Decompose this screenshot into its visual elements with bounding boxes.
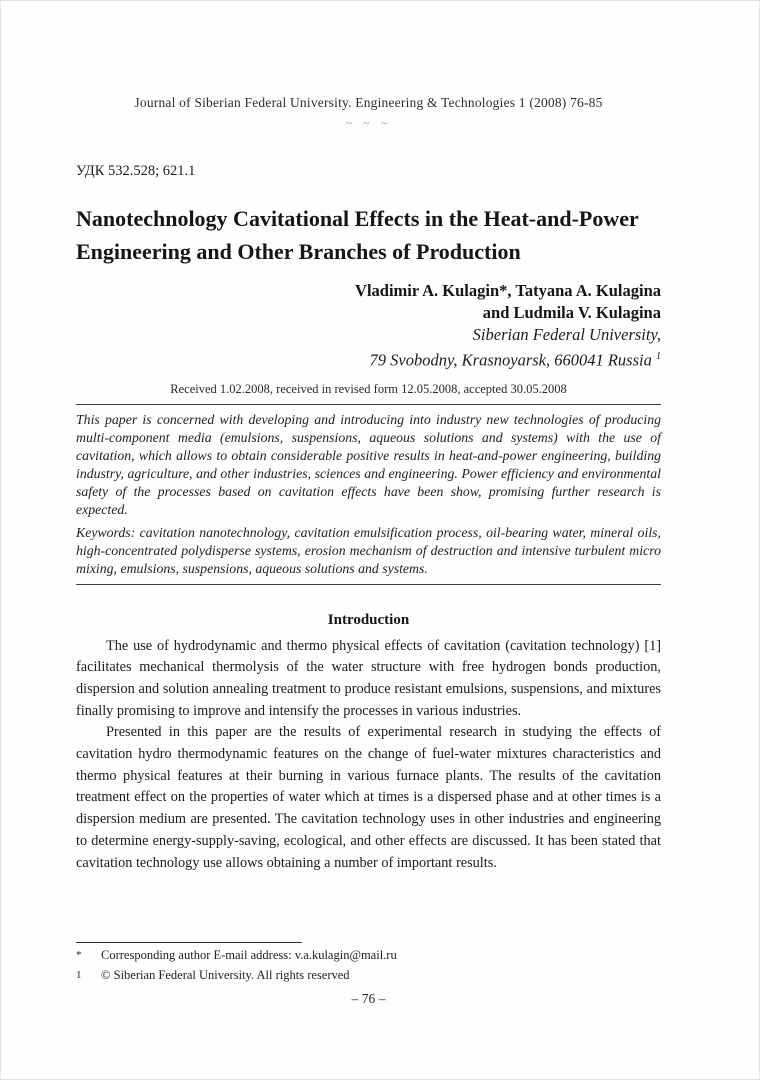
footnote-corresponding-author <box>76 946 661 966</box>
udc-code: УДК 532.528; 621.1 <box>76 163 196 179</box>
affiliation-line2-wrap <box>76 346 661 372</box>
article-title <box>76 202 661 268</box>
body-paragraph-2: Presented in this paper are the results of experimental research in studying the effects of cavitation hydro thermodynamic features on the change of fuel-water mixtures characteristics and thermo physical features at their burning in various furnace plants. The results of the cavitation treatment effect on the properties of water which at times is a dispersed phase and at other times is a dispersion medium are presented. The cavitation technology uses in other industries and engineering to determine energy-supply-saving, ecological, and other effects are discussed. It has been stated that cavitation technology use allows obtaining a number of important results. <box>76 724 661 871</box>
received-dates: Received 1.02.2008, received in revised form 12.05.2008, accepted 30.05.2008 <box>170 381 567 396</box>
journal-running-head: Journal of Siberian Federal University. Engineering & Technologies 1 (2008) 76-85 <box>134 95 603 110</box>
body-paragraph-1: The use of hydrodynamic and thermo physical effects of cavitation (cavitation technology) [1] facilitates mechanical thermolysis of the water structure with free hydrogen bonds production, dispersion and solution annealing treatment to produce resistant emulsions, suspensions, and mixtures finally promising to improve and intensify the processes in various industries. <box>76 637 661 719</box>
affiliation-footnote-ref: 1 <box>656 351 661 362</box>
article-title-line1: Nanotechnology Cavitational Effects in the Heat-and-Power <box>76 206 639 231</box>
affiliation <box>76 324 661 372</box>
footnote-rule <box>76 942 302 943</box>
page-number: – 76 – <box>351 991 386 1006</box>
tilde-separator: ~ ~ ~ <box>345 116 392 130</box>
abstract-top-rule <box>76 404 661 405</box>
footnote-marker-one: 1 <box>76 968 82 981</box>
footnote-marker-asterisk: * <box>76 949 82 961</box>
footnote-text-email: Corresponding author E-mail address: v.a.kulagin@mail.ru <box>101 948 397 962</box>
footnote-text-copyright: © Siberian Federal University. All rights reserved <box>101 967 350 982</box>
abstract-text: This paper is concerned with developing and introducing into industry new technologies of producing multi-component media (emulsions, suspensions, aqueous solutions and systems) with the use of cavitation, which allows to obtain considerable positive results in heat-and-power engineering, building industry, agriculture, and other industries, sciences and engineering. Power efficiency and environmental safety of the processes based on cavitation effects have been show, promising further research is expected. <box>76 411 661 517</box>
author-line1: Vladimir A. Kulagin*, Tatyana A. Kulagina <box>355 281 661 300</box>
page-content <box>1 95 759 874</box>
footnote-block <box>76 942 661 985</box>
affiliation-line2: 79 Svobodny, Krasnoyarsk, 660041 Russia <box>369 350 652 370</box>
keywords-text: Keywords: cavitation nanotechnology, cavitation emulsification process, oil-bearing water, mineral oils, high-concentrated polydisperse systems, erosion mechanism of destruction and intensive turbulent micro mixing, emulsions, suspensions, aqueous solutions and systems. <box>76 524 661 576</box>
article-title-line2: Engineering and Other Branches of Production <box>76 239 521 264</box>
section-heading-introduction: Introduction <box>327 611 410 628</box>
footnote-copyright <box>76 966 661 986</box>
abstract-bottom-rule <box>76 584 661 585</box>
affiliation-line1: Siberian Federal University, <box>472 325 661 344</box>
author-line2: and Ludmila V. Kulagina <box>482 303 661 322</box>
author-list <box>76 280 661 324</box>
